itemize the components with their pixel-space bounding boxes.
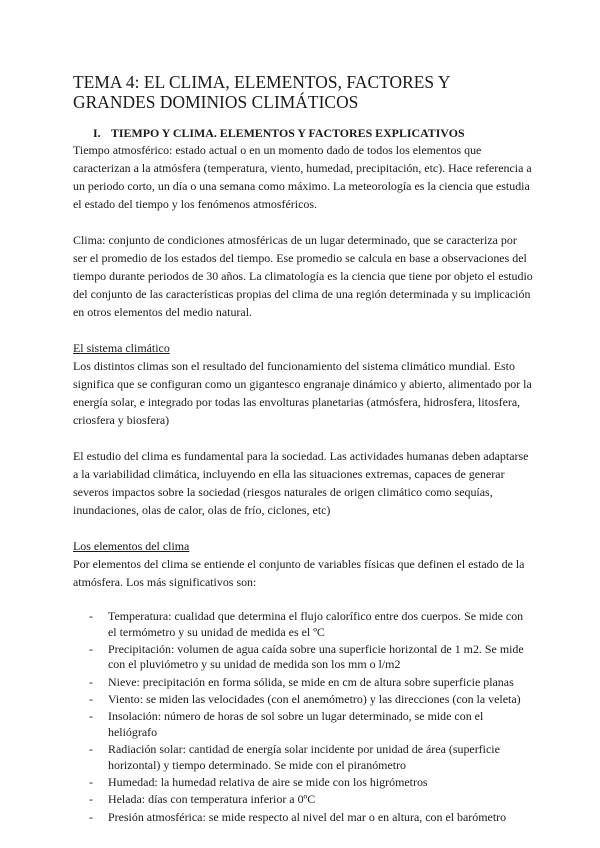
list-item	[73, 775, 533, 791]
paragraph-sistema: Los distintos climas son el resultado del funcionamiento del sistema climático mundial. Esto significa que se configuran como un gigantesco engranaje dinámico y abierto, alimentado por la energía solar, e integrado por todas las envolturas planetarias (atmósfera, hidrosfera, litosfera, criosfera y biosfera)	[73, 359, 532, 427]
paragraph-elementos-intro: Por elementos del clima se entiende el conjunto de variables físicas que definen el estado de la atmósfera. Los más significativos son:	[73, 557, 525, 589]
spacer	[73, 519, 533, 537]
spacer	[73, 591, 533, 609]
dash-marker: -	[89, 709, 93, 724]
list-item	[73, 742, 533, 773]
dash-marker: -	[89, 775, 93, 790]
list-item	[73, 792, 533, 808]
list-item-text: Radiación solar: cantidad de energía solar incidente por unidad de área (superficie horizontal) y tiempo determinado. Se mide con el piranómetro	[108, 742, 500, 772]
dash-marker: -	[89, 792, 93, 807]
list-item	[73, 810, 533, 826]
paragraph-clima: Clima: conjunto de condiciones atmosféricas de un lugar determinado, que se caracteriza por ser el promedio de los estados del tiempo. Ese promedio se calcula en base a observaciones del tiempo durante periodos de 30 años. La climatología es la ciencia que tiene por objeto el estudio del conjunto de las características propias del clima de una región determinada y su implicación en otros elementos del medio natural.	[73, 233, 533, 319]
list-item-text: Viento: se miden las velocidades (con el anemómetro) y las direcciones (con la veleta)	[108, 692, 521, 707]
subheading-sistema: El sistema climático	[73, 341, 170, 355]
dash-marker: -	[89, 641, 93, 656]
section-heading	[73, 125, 533, 141]
dash-marker: -	[89, 674, 93, 689]
list-item	[73, 642, 533, 673]
dash-marker: -	[89, 609, 93, 623]
list-item-text: Nieve: precipitación en forma sólida, se mide en cm de altura sobre superficie planas	[108, 674, 514, 689]
list-item	[73, 692, 533, 708]
list-item-text: Humedad: la humedad relativa de aire se mide con los higrómetros	[108, 775, 428, 790]
list-item-text: Insolación: número de horas de sol sobre un lugar determinado, se mide con el heliógrafo	[108, 709, 484, 739]
section-heading-text: TIEMPO Y CLIMA. ELEMENTOS Y FACTORES EXPLICATIVOS	[111, 126, 465, 140]
spacer	[73, 213, 533, 231]
paragraph-estudio: El estudio del clima es fundamental para la sociedad. Las actividades humanas deben adaptarse a la variabilidad climática, incluyendo en ella las situaciones extremas, capaces de generar severos impactos sobre la sociedad (riesgos naturales de origen climático como sequías, inundaciones, olas de calor, olas de frío, ciclones, etc)	[73, 449, 529, 517]
dash-marker: -	[89, 742, 93, 757]
spacer	[73, 429, 533, 447]
list-item	[73, 675, 533, 691]
elements-list	[73, 609, 533, 825]
dash-marker: -	[89, 692, 93, 707]
list-item	[73, 609, 533, 640]
paragraph-tiempo: Tiempo atmosférico: estado actual o en un momento dado de todos los elementos que caracterizan a la atmósfera (temperatura, viento, humedad, precipitación, etc). Hace referencia a un periodo corto, un día o una semana como máximo. La meteorología es la ciencia que estudia el estado del tiempo y los fenómenos atmosféricos.	[73, 143, 532, 211]
list-item-text: Temperatura: cualidad que determina el flujo calorífico entre dos cuerpos. Se mide con el termómetro y su unidad de medida es el ºC	[108, 609, 524, 639]
spacer	[73, 321, 533, 339]
dash-marker: -	[89, 809, 93, 824]
subheading-elementos: Los elementos del clima	[73, 539, 190, 553]
list-item	[73, 709, 533, 740]
list-item-text: Helada: días con temperatura inferior a 0ºC	[108, 792, 316, 807]
document-content	[73, 72, 533, 827]
section-number: I.	[93, 126, 101, 140]
list-item-text: Presión atmosférica: se mide respecto al nivel del mar o en altura, con el barómetro	[108, 809, 507, 824]
list-item-text: Precipitación: volumen de agua caída sobre una superficie horizontal de 1 m2. Se mide con el pluviómetro y su unidad de medida son los mm o l/m2	[108, 641, 524, 672]
page-title: TEMA 4: EL CLIMA, ELEMENTOS, FACTORES Y GRANDES DOMINIOS CLIMÁTICOS	[73, 72, 450, 112]
